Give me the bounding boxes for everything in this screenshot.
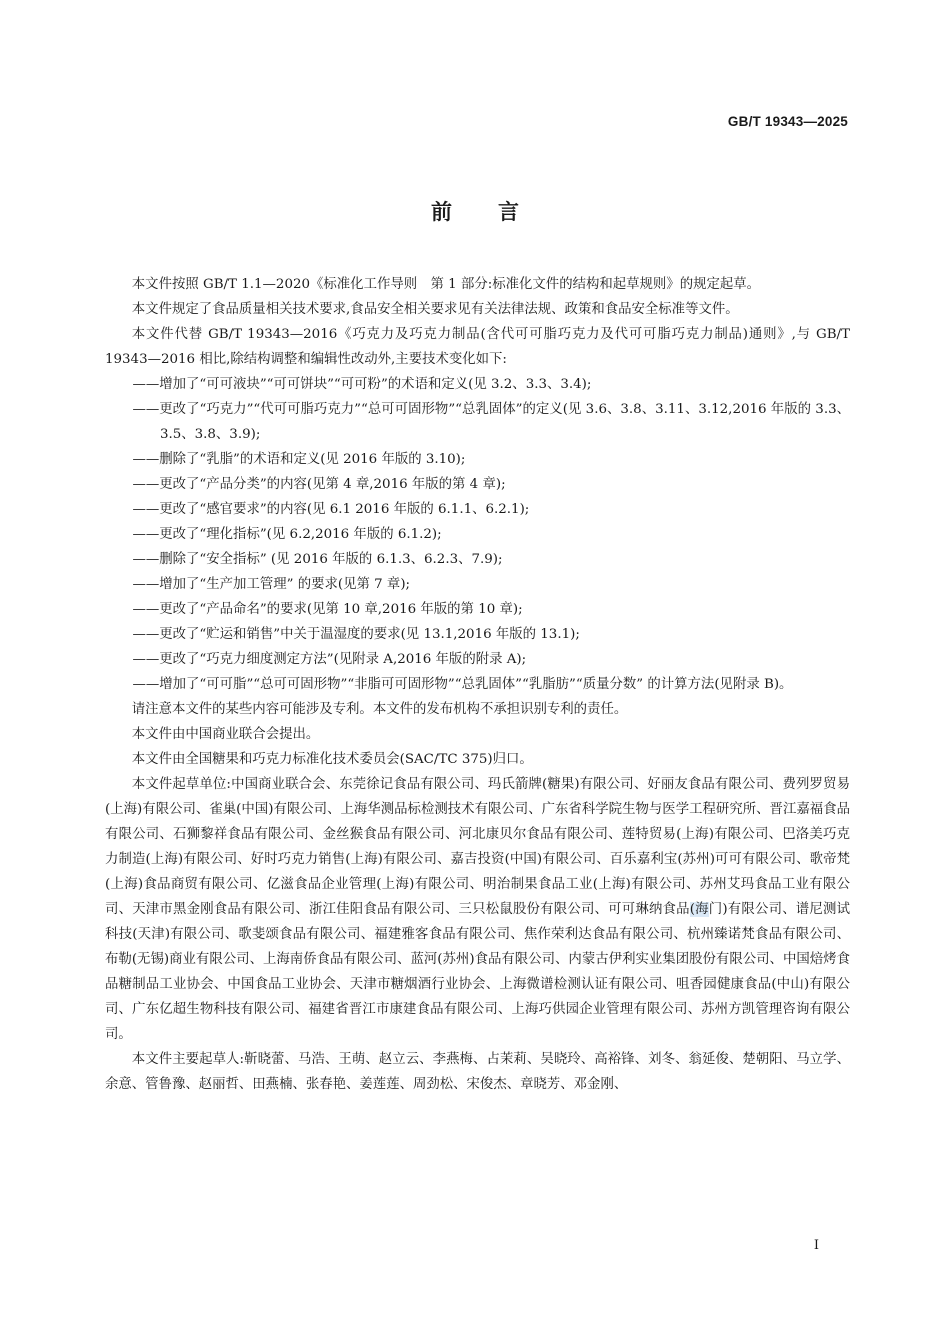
page-title: 前言 (431, 200, 565, 224)
paragraph-drafting-rules: 本文件按照 GB/T 1.1—2020《标准化工作导则 第 1 部分:标准化文件的结构和起草规则》的规定起草。 (131, 277, 761, 292)
highlighted-text: (海 (689, 902, 709, 917)
drafting-units-text-continued: 门)有限公司、谱尼测试科技(天津)有限公司、歌斐颂食品有限公司、福建雅客食品有限公司、焦作荣利达食品有限公司、杭州臻诺梵食品有限公司、布勒(无锡)商业有限公司、上海南侨食品有限公司、蓝河(苏州)食品有限公司、内蒙古伊利实业集团股份有限公司、中国焙烤食品糖制品工业协会、中国食品工业协会、天津市糖烟酒行业协会、上海微谱检测认证有限公司、咀香园健康食品(中山)有限公司、广东亿超生物科技有限公司、福建省晋江市康建食品有限公司、上海巧供园企业管理有限公司、苏州方凯管理咨询有限公司。 (105, 902, 850, 1042)
change-item: ——更改了“产品分类”的内容(见第 4 章,2016 年版的第 4 章); (132, 477, 506, 492)
change-item: ——更改了“巧克力细度测定方法”(见附录 A,2016 年版的附录 A); (132, 652, 527, 667)
committee-statement: 本文件由全国糖果和巧克力标准化技术委员会(SAC/TC 375)归口。 (131, 752, 533, 767)
paragraph-scope: 本文件规定了食品质量相关技术要求,食品安全相关要求见有关法律法规、政策和食品安全标准等文件。 (131, 302, 739, 317)
patent-notice: 请注意本文件的某些内容可能涉及专利。本文件的发布机构不承担识别专利的责任。 (131, 702, 628, 717)
change-item: ——删除了“安全指标” (见 2016 年版的 6.1.3、6.2.3、7.9); (132, 552, 503, 567)
change-item: ——更改了“巧克力”“代可可脂巧克力”“总可可固形物”“总乳固体”的定义(见 3.6、3.8、3.11、3.12,2016 年版的 3.3、3.5、3.8、3.9); (132, 402, 850, 442)
change-item: ——增加了“可可液块”“可可饼块”“可可粉”的术语和定义(见 3.2、3.3、3.4); (132, 377, 592, 392)
change-item: ——删除了“乳脂”的术语和定义(见 2016 年版的 3.10); (132, 452, 466, 467)
change-item: ——更改了“产品命名”的要求(见第 10 章,2016 年版的第 10 章); (132, 602, 523, 617)
page-number: I (813, 1238, 819, 1253)
change-item: ——更改了“理化指标”(见 6.2,2016 年版的 6.1.2); (132, 527, 442, 542)
drafting-units-paragraph (105, 772, 850, 1047)
change-item: ——更改了“感官要求”的内容(见 6.1 2016 年版的 6.1.1、6.2.1); (132, 502, 530, 517)
foreword-body (105, 272, 850, 1097)
change-item: ——增加了“可可脂”“总可可固形物”“非脂可可固形物”“总乳固体”“乳脂肪”“质量分数” 的计算方法(见附录 B)。 (132, 677, 793, 692)
paragraph-replacement: 本文件代替 GB/T 19343—2016《巧克力及巧克力制品(含代可可脂巧克力及代可可脂巧克力制品)通则》,与 GB/T 19343—2016 相比,除结构调整和编辑性改动外,主要技术变化如下: (105, 327, 850, 367)
standard-code: GB/T 19343—2025 (727, 114, 848, 129)
change-item: ——更改了“贮运和销售”中关于温湿度的要求(见 13.1,2016 年版的 13.1); (132, 627, 580, 642)
change-item: ——增加了“生产加工管理” 的要求(见第 7 章); (132, 577, 411, 592)
drafting-units-text: 本文件起草单位:中国商业联合会、东莞徐记食品有限公司、玛氏箭牌(糖果)有限公司、好丽友食品有限公司、费列罗贸易(上海)有限公司、雀巢(中国)有限公司、上海华测品标检测技术有限公司、广东省科学院生物与医学工程研究所、晋江嘉福食品有限公司、石狮黎祥食品有限公司、金丝猴食品有限公司、河北康贝尔食品有限公司、莲特贸易(上海)有限公司、巴洛美巧克力制造(上海)有限公司、好时巧克力销售(上海)有限公司、嘉吉投资(中国)有限公司、百乐嘉利宝(苏州)可可有限公司、歌帝梵(上海)食品商贸有限公司、亿滋食品企业管理(上海)有限公司、明治制果食品工业(上海)有限公司、苏州艾玛食品工业有限公司、天津市黑金刚食品有限公司、浙江佳阳食品有限公司、三只松鼠股份有限公司、可可琳纳食品 (105, 777, 850, 917)
drafters-paragraph: 本文件主要起草人:靳晓蕾、马浩、王萌、赵立云、李燕梅、占茉莉、吴晓玲、高裕锋、刘冬、翁延俊、楚朝阳、马立学、余意、管鲁豫、赵丽哲、田燕楠、张春艳、姜莲莲、周劲松、宋俊杰、章晓芳、邓金刚、 (105, 1052, 850, 1092)
proposer-statement: 本文件由中国商业联合会提出。 (131, 727, 320, 742)
